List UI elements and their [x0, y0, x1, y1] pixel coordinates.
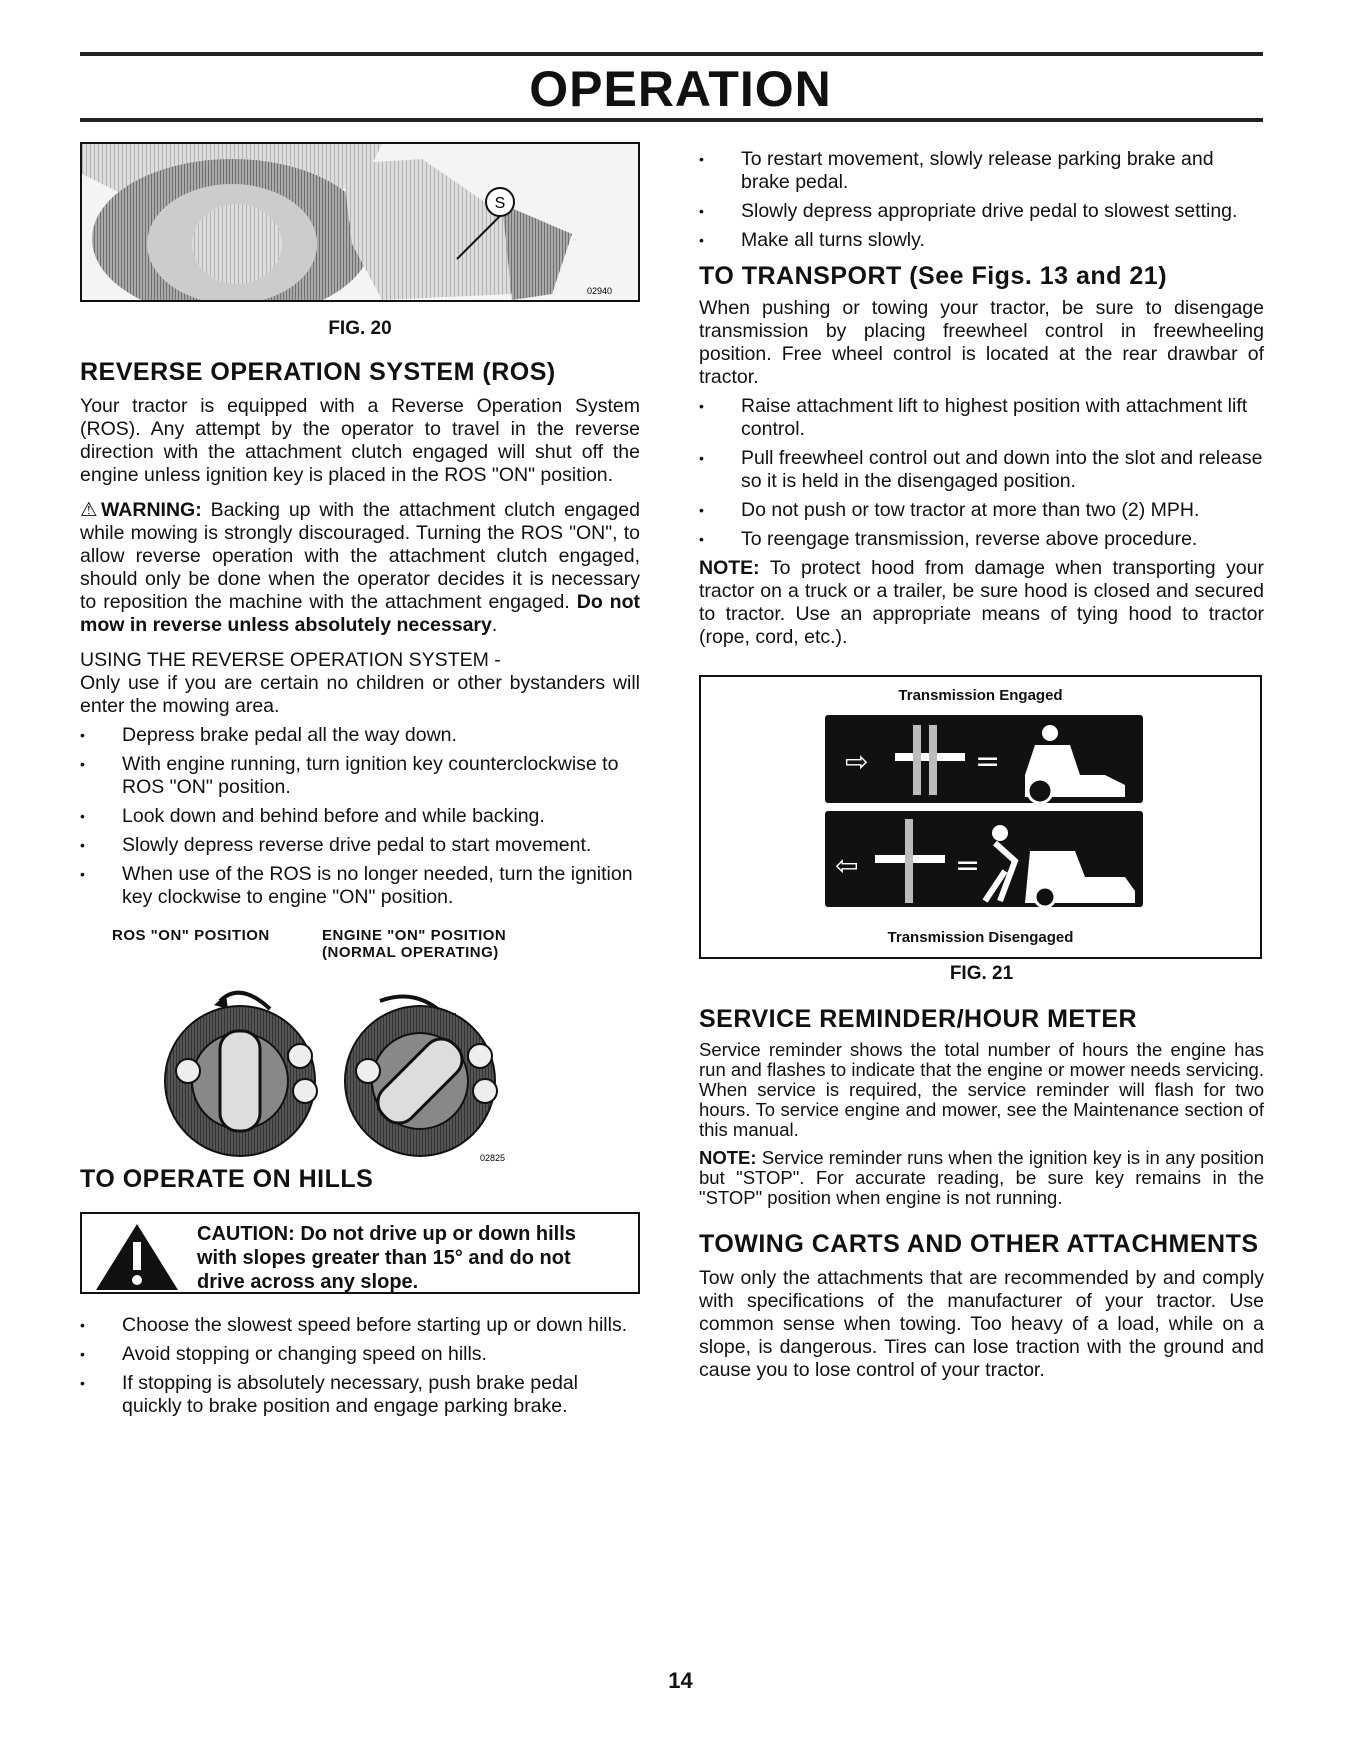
- key-fig-code: 02825: [480, 1153, 506, 1161]
- disengaged-panel: [825, 811, 1143, 907]
- warning-bold: Do not mow in reverse unless absolutely necessary: [80, 591, 641, 636]
- svg-text:=: =: [955, 848, 981, 883]
- list-item: • Raise attachment lift to highest position with attachment lift control.: [699, 395, 1264, 441]
- list-item: • Slowly depress reverse drive pedal to start movement.: [80, 834, 640, 857]
- ros-intro: Your tractor is equipped with a Reverse Operation System (ROS). Any attempt by the operator to travel in the reverse direction with the attachment clutch engaged will shut off the engine unless ignition key is placed in the ROS "ON" position.: [80, 395, 640, 486]
- fig20-callout: S: [494, 195, 506, 212]
- transport-note-label: NOTE:: [699, 557, 760, 579]
- service-note-text: Service reminder runs when the ignition key is in any position but "STOP". For accurate reading, be sure key remains in the "STOP" position when engine is not running.: [699, 1147, 1264, 1208]
- service-note: [699, 1148, 1264, 1208]
- hills-heading: TO OPERATE ON HILLS: [80, 1165, 374, 1193]
- key-labels: [80, 927, 640, 961]
- engine-on-label-line2: (NORMAL OPERATING): [322, 944, 499, 961]
- using-heading: USING THE REVERSE OPERATION SYSTEM -: [80, 649, 501, 671]
- list-item: • Slowly depress appropriate drive pedal to slowest setting.: [699, 200, 1264, 223]
- fig20-code: 02940: [586, 286, 612, 296]
- list-item: • If stopping is absolutely necessary, push brake pedal quickly to brake position and engage parking brake.: [80, 1372, 640, 1418]
- transport-note: [699, 557, 1264, 649]
- service-heading: SERVICE REMINDER/HOUR METER: [699, 1005, 1138, 1033]
- towing-heading: TOWING CARTS AND OTHER ATTACHMENTS: [699, 1230, 1259, 1258]
- warning-end: .: [491, 614, 498, 636]
- transmission-disengaged-label: Transmission Disengaged: [887, 929, 1074, 946]
- towing-text: Tow only the attachments that are recommended by and comply with specifications of the manufacturer of your tractor. Use common sense when towing. Too heavy of a load, while on a slope, is dangerous. Tires can lose traction with the ground and cause you to lose control of your tractor.: [699, 1267, 1264, 1381]
- ros-warning: [80, 499, 640, 637]
- list-item: • To reengage transmission, reverse above procedure.: [699, 528, 1264, 551]
- svg-text:=: =: [975, 744, 1001, 779]
- list-item: • To restart movement, slowly release parking brake and brake pedal.: [699, 148, 1264, 194]
- list-item: • Depress brake pedal all the way down.: [80, 724, 640, 747]
- using-intro: Only use if you are certain no children or other bystanders will enter the mowing area.: [80, 672, 640, 717]
- arrow-right-icon: ⇨: [845, 745, 869, 778]
- engine-on-label: [322, 927, 506, 961]
- right-column: [699, 148, 1264, 1382]
- list-item: • Choose the slowest speed before starting up or down hills.: [80, 1314, 640, 1337]
- transport-bullet-list: [699, 395, 1264, 551]
- hills-bullet-list: [80, 1314, 640, 1418]
- list-item: • Do not push or tow tractor at more than two (2) MPH.: [699, 499, 1264, 522]
- restart-bullet-list: [699, 148, 1264, 252]
- engaged-panel: [825, 715, 1143, 803]
- transport-intro: When pushing or towing your tractor, be sure to disengage transmission by placing freewheel control in freewheeling position. Free wheel control is located at the rear drawbar of tractor.: [699, 297, 1264, 388]
- header-rule-top: [80, 52, 1263, 56]
- fig21-caption: FIG. 21: [949, 963, 1014, 984]
- ros-heading: REVERSE OPERATION SYSTEM (ROS): [80, 358, 556, 386]
- caution-box: [80, 1212, 640, 1294]
- list-item: • Make all turns slowly.: [699, 229, 1264, 252]
- transport-note-text: To protect hood from damage when transporting your tractor on a truck or a trailer, be sure hood is closed and secured to tractor. Use an appropriate means of tying hood to tractor (rope, cord, etc.).: [699, 557, 1264, 648]
- transmission-engaged-label: Transmission Engaged: [898, 687, 1063, 704]
- ros-bullet-list: [80, 724, 640, 909]
- arrow-left-icon: ⇦: [835, 849, 859, 882]
- list-item: • With engine running, turn ignition key counterclockwise to ROS "ON" position.: [80, 753, 640, 799]
- service-note-label: NOTE:: [699, 1147, 757, 1168]
- fig21-image: [699, 675, 1262, 959]
- left-column: [80, 142, 640, 1424]
- warning-text: Backing up with the attachment clutch engaged while mowing is strongly discouraged. Turning the ROS "ON", to allow reverse operation with the attachment clutch engaged, should only be done when the operator decides it is necessary to reposition the machine with the attachment engaged.: [80, 499, 641, 613]
- page-number: 14: [668, 1668, 693, 1693]
- fig20-caption: FIG. 20: [328, 318, 392, 339]
- list-item: • Look down and behind before and while backing.: [80, 805, 640, 828]
- ignition-key-diagram: [80, 961, 640, 1161]
- caution-text: CAUTION: Do not drive up or down hills with slopes greater than 15° and do not drive across any slope.: [197, 1223, 576, 1293]
- service-text: Service reminder shows the total number of hours the engine has run and flashes to indicate that the engine or mower needs servicing. When service is required, the service reminder will flash for two hours. To service engine and mower, see the Maintenance section of this manual.: [699, 1039, 1264, 1140]
- engine-on-label-line1: ENGINE "ON" POSITION: [322, 927, 507, 944]
- caution-icon: [94, 1222, 180, 1292]
- page-title: OPERATION: [529, 61, 832, 117]
- fig20-image: [80, 142, 640, 302]
- warning-icon: ⚠: [80, 499, 101, 521]
- ros-on-label: ROS "ON" POSITION: [112, 927, 270, 944]
- warning-label: WARNING:: [100, 499, 202, 521]
- transport-heading: TO TRANSPORT (See Figs. 13 and 21): [699, 262, 1168, 290]
- header-rule-bottom: [80, 118, 1263, 122]
- list-item: • Pull freewheel control out and down into the slot and release so it is held in the disengaged position.: [699, 447, 1264, 493]
- list-item: • Avoid stopping or changing speed on hills.: [80, 1343, 640, 1366]
- list-item: • When use of the ROS is no longer needed, turn the ignition key clockwise to engine "ON" position.: [80, 863, 640, 909]
